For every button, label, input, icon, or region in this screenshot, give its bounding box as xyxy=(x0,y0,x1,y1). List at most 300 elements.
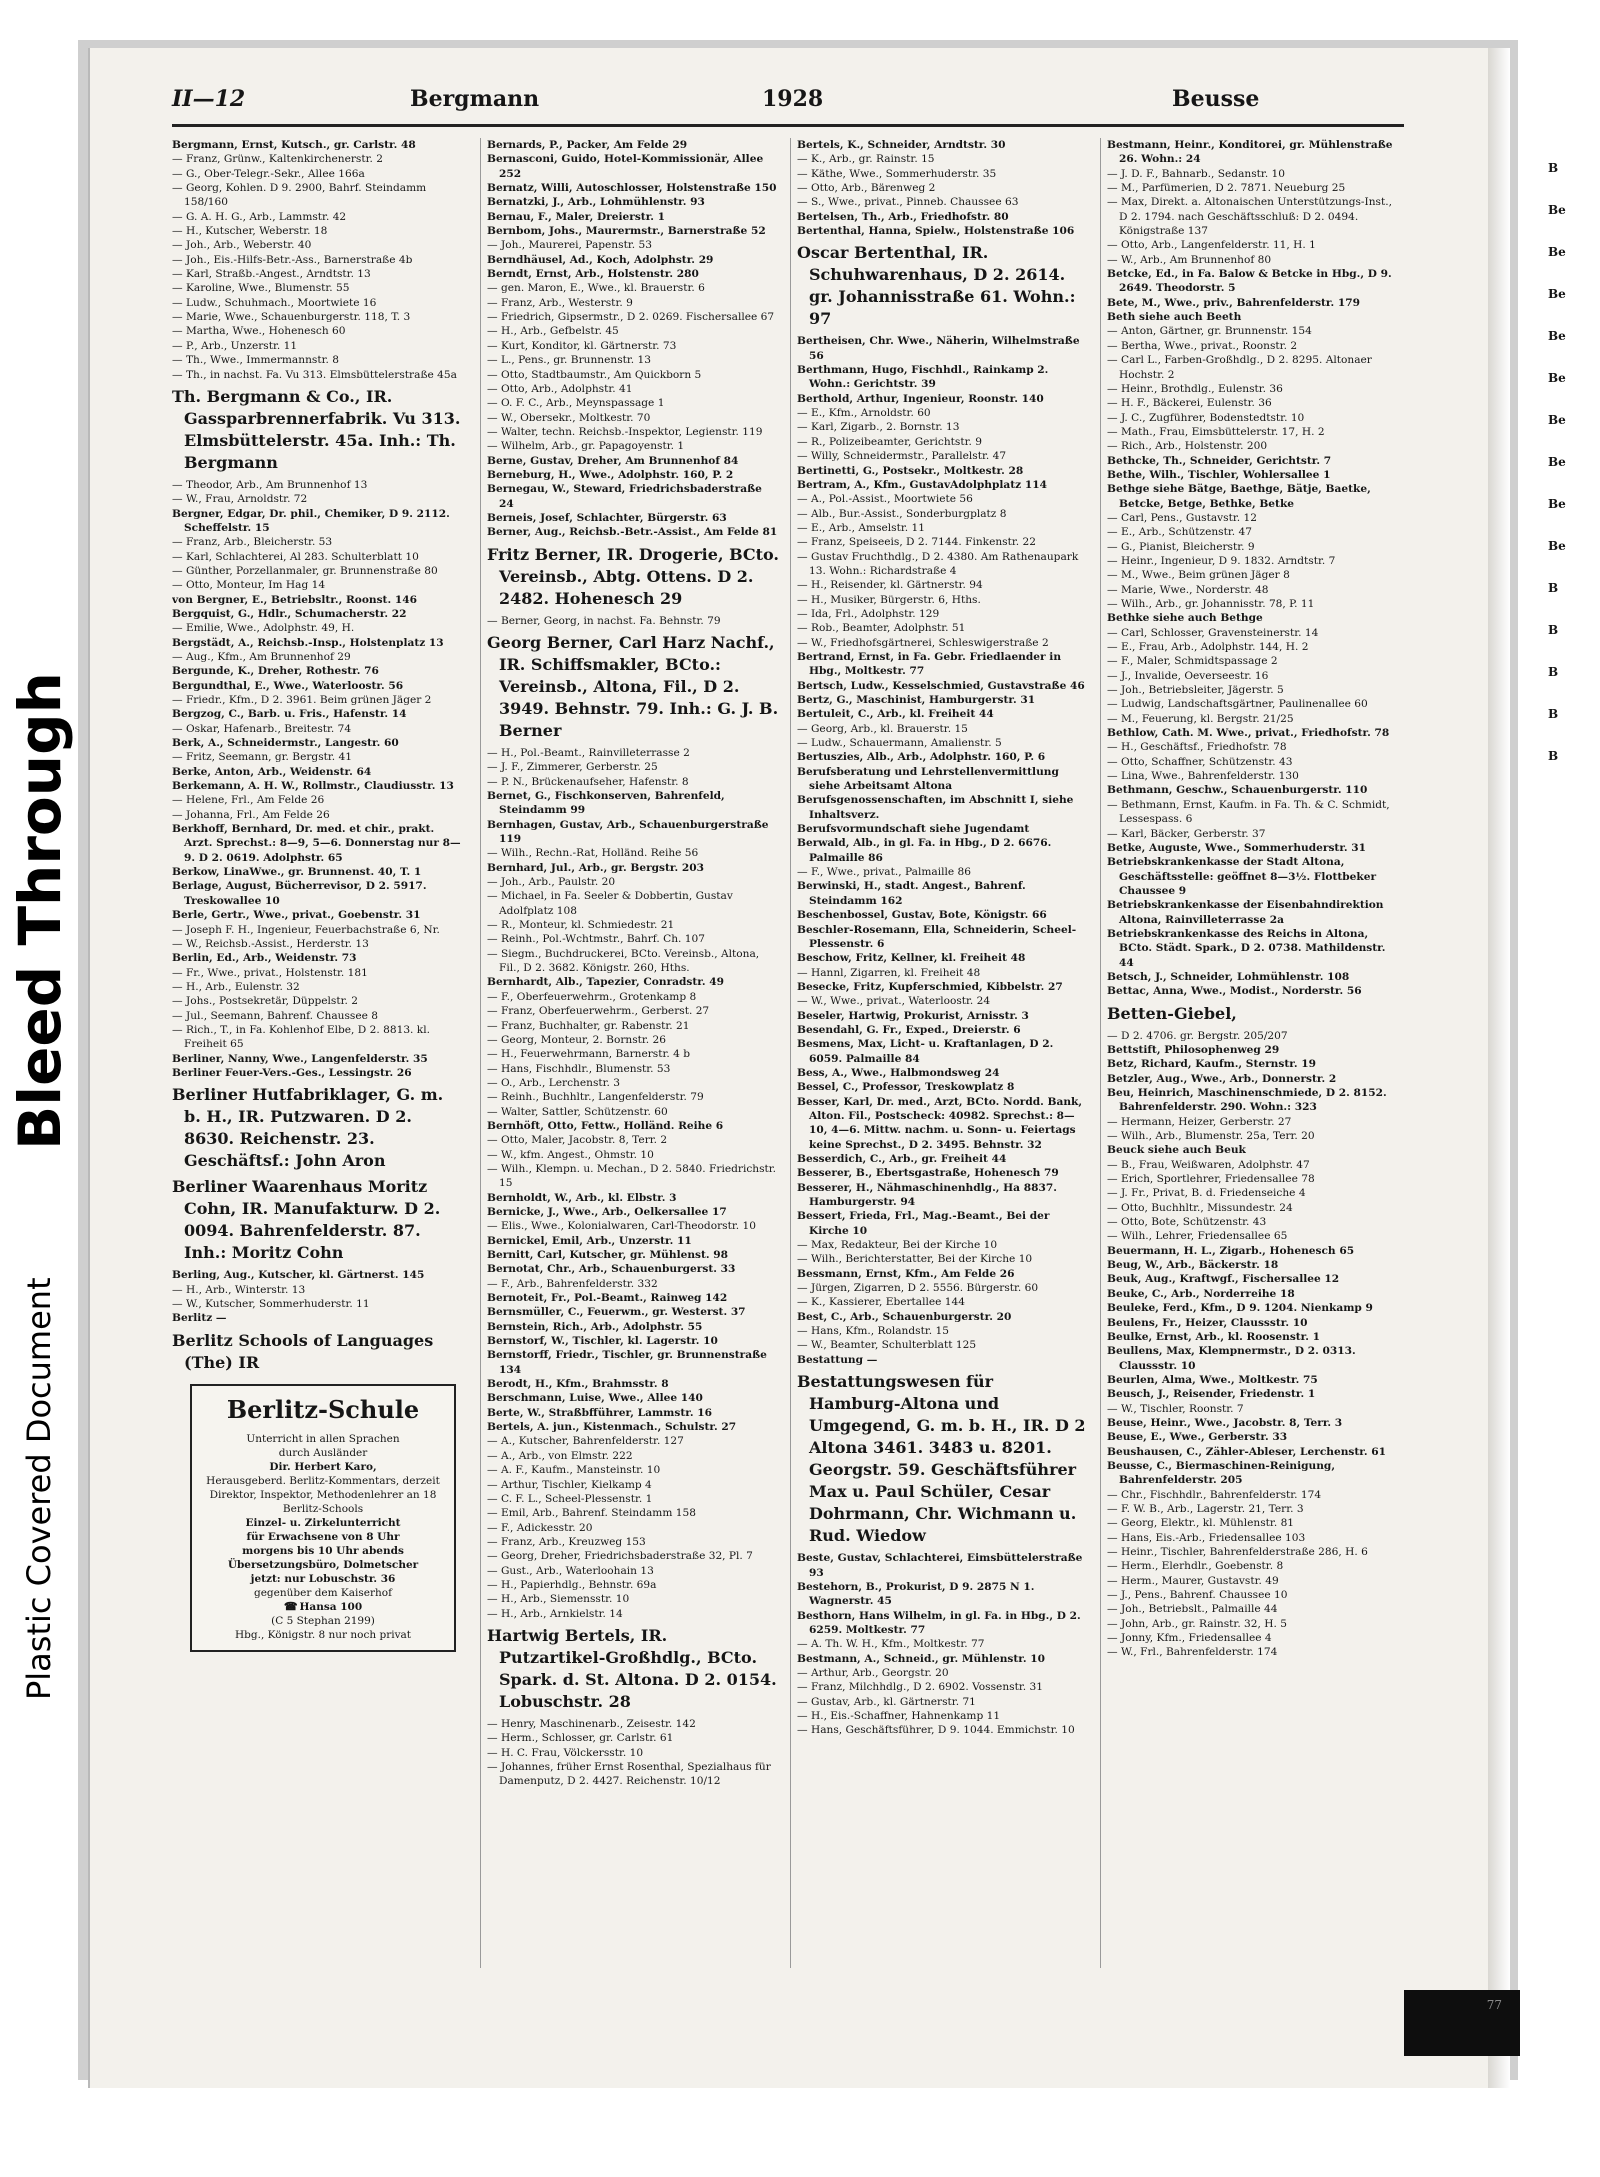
column-1 xyxy=(172,138,464,1968)
directory-entry: Bernbom, Johs., Maurermstr., Barnerstraße 52 xyxy=(487,225,766,238)
directory-entry: — Max, Direkt. a. Altonaischen Unterstützungs-Inst., D 2. 1794. nach Geschäftsschluß: D 2. 0494. Königstraße 137 xyxy=(1107,196,1392,238)
directory-entry: — Wilh., Klempn. u. Mechan., D 2. 5840. Friedrichstr. 15 xyxy=(487,1162,777,1190)
directory-entry: Bete, M., Wwe., priv., Bahrenfelderstr. 179 xyxy=(1107,296,1361,309)
directory-entry: Beuermann, H. L., Zigarb., Hohenesch 65 xyxy=(1107,1244,1355,1257)
directory-entry: Berufsvormundschaft siehe Jugendamt xyxy=(797,823,1030,836)
directory-entry: Bertram, A., Kfm., GustavAdolphplatz 114 xyxy=(797,478,1047,491)
adjacent-letter: Be xyxy=(1548,203,1566,217)
directory-entry: — Otto, Arb., Bärenweg 2 xyxy=(797,182,936,195)
directory-entry: Berndt, Ernst, Arb., Holstenstr. 280 xyxy=(487,268,699,281)
ad-line: (C 5 Stephan 2199) xyxy=(271,1614,375,1627)
directory-entry: Beuse, E., Wwe., Gerberstr. 33 xyxy=(1107,1431,1288,1444)
directory-entry: — Joh., Arb., Paulstr. 20 xyxy=(487,876,616,889)
directory-entry: — Johanna, Frl., Am Felde 26 xyxy=(172,808,330,821)
directory-entry: Bernegau, W., Steward, Friedrichsbaderstraße 24 xyxy=(487,483,762,510)
directory-entry: — H., Feuerwehrmann, Barnerstr. 4 b xyxy=(487,1048,691,1061)
directory-entry: — Karl, Bäcker, Gerberstr. 37 xyxy=(1107,827,1266,840)
directory-entry: Bethcke, Th., Schneider, Gerichtstr. 7 xyxy=(1107,454,1332,467)
directory-entry: Berodt, H., Kfm., Brahmsstr. 8 xyxy=(487,1378,669,1391)
directory-entry: — W., Tischler, Roonstr. 7 xyxy=(1107,1402,1244,1415)
header-year: 1928 xyxy=(762,86,824,112)
directory-entry: — Otto, Arb., Langenfelderstr. 11, H. 1 xyxy=(1107,239,1316,252)
directory-entry: Bethge siehe Bätge, Baethge, Bätje, Baetke, Betcke, Betge, Bethke, Betke xyxy=(1107,483,1371,510)
directory-entry: — Marie, Wwe., Norderstr. 48 xyxy=(1107,583,1269,596)
ad-line xyxy=(198,1600,448,1614)
directory-entry: Bernsmüller, C., Feuerwm., gr. Westerst. 37 xyxy=(487,1306,746,1319)
adjacent-letter: Be xyxy=(1548,371,1566,385)
directory-entry: — W., Obersekr., Moltkestr. 70 xyxy=(487,411,651,424)
directory-entry: — Otto, Schaffner, Schützenstr. 43 xyxy=(1107,755,1293,768)
adjacent-letter: B xyxy=(1548,581,1559,595)
directory-entry: — Ida, Frl., Adolphstr. 129 xyxy=(797,607,940,620)
column-3 xyxy=(790,138,1089,1968)
directory-entry: — Friedrich, Gipsermstr., D 2. 0269. Fischersallee 67 xyxy=(487,311,775,324)
directory-entry: — M., Wwe., Beim grünen Jäger 8 xyxy=(1107,569,1290,582)
directory-entry: — Wilh., Arb., Blumenstr. 25a, Terr. 20 xyxy=(1107,1130,1315,1143)
directory-entry: Berliner Feuer-Vers.-Ges., Lessingstr. 26 xyxy=(172,1066,412,1079)
firm-listing: Betten-Giebel, xyxy=(1107,1003,1237,1023)
directory-entry: — M., Parfümerien, D 2. 7871. Neueburg 25 xyxy=(1107,182,1346,195)
header-last-name: Beusse xyxy=(1172,86,1260,112)
directory-entry: — A., Pol.-Assist., Moortwiete 56 xyxy=(797,493,973,506)
directory-entry: — Georg, Monteur, 2. Bornstr. 26 xyxy=(487,1033,667,1046)
directory-entry: Berlin, Ed., Arb., Weidenstr. 73 xyxy=(172,952,357,965)
directory-entry: Besser, Karl, Dr. med., Arzt, BCto. Nordd. Bank, Alton. Fil., Postscheck: 40982. Sprechst.: 8—10, 4—6. Mittw. nachm. u. Sonn- u. Feiertags keine Sprechst., D 2. 3495. Behnstr. 32 xyxy=(797,1095,1083,1151)
directory-entry: Beseler, Hartwig, Prokurist, Arnisstr. 3 xyxy=(797,1009,1029,1022)
directory-entry: Bernau, F., Maler, Dreierstr. 1 xyxy=(487,210,666,223)
directory-entry: Bertelsen, Th., Arb., Friedhofstr. 80 xyxy=(797,210,1009,223)
directory-entry: Bertheisen, Chr. Wwe., Näherin, Wilhelmstraße 56 xyxy=(797,335,1080,362)
directory-entry: — Johs., Postsekretär, Düppelstr. 2 xyxy=(172,995,358,1008)
directory-entry: Bertuleit, C., Arb., kl. Freiheit 44 xyxy=(797,708,994,721)
directory-entry: Berwald, Alb., in gl. Fa. in Hbg., D 2. 6676. Palmaille 86 xyxy=(797,837,1052,864)
directory-entry: — Arthur, Tischler, Kielkamp 4 xyxy=(487,1478,652,1491)
adjacent-letter: Be xyxy=(1548,245,1566,259)
directory-entry: — Max, Redakteur, Bei der Kirche 10 xyxy=(797,1239,998,1252)
directory-entry: — Franz, Arb., Westerstr. 9 xyxy=(487,296,633,309)
directory-entry: Berne, Gustav, Dreher, Am Brunnenhof 84 xyxy=(487,454,739,467)
firm-listing: Fritz Berner, IR. Drogerie, BCto. Vereinsb., Abtg. Ottens. D 2. 2482. Hohenesch 29 xyxy=(487,544,779,608)
directory-entry: Berufsberatung und Lehrstellenvermittlung siehe Arbeitsamt Altona xyxy=(797,765,1059,793)
directory-entry: — Berner, Georg, in nachst. Fa. Behnstr. 79 xyxy=(487,614,721,627)
directory-entry: — Heinr., Brothdlg., Eulenstr. 36 xyxy=(1107,382,1283,395)
directory-entry: — Hans, Kfm., Rolandstr. 15 xyxy=(797,1325,949,1338)
directory-entry: — Emilie, Wwe., Adolphstr. 49, H. xyxy=(172,622,355,635)
directory-entry: — W., Friedhofsgärtnerei, Schleswigerstraße 2 xyxy=(797,636,1049,649)
directory-entry: — K., Kassierer, Ebertallee 144 xyxy=(797,1296,966,1309)
directory-entry: — Ludw., Schuhmach., Moortwiete 16 xyxy=(172,296,377,309)
directory-entry: Bettstift, Philosophenweg 29 xyxy=(1107,1043,1280,1056)
directory-entry: — H., Arb., Winterstr. 13 xyxy=(172,1283,306,1296)
directory-entry: — Wilh., Arb., gr. Johannisstr. 78, P. 11 xyxy=(1107,598,1315,610)
page-header xyxy=(172,84,1404,127)
directory-entry: Bernstorff, Friedr., Tischler, gr. Brunnenstraße 134 xyxy=(487,1349,767,1376)
directory-entry: — H., Kutscher, Weberstr. 18 xyxy=(172,225,328,238)
directory-entry: — Heinr., Ingenieur, D 9. 1832. Arndtstr. 7 xyxy=(1107,554,1336,567)
directory-entry: — Carl L., Farben-Großhdlg., D 2. 8295. Altonaer Hochstr. 2 xyxy=(1107,354,1372,381)
directory-entry: — Joh., Betriebsleiter, Jägerstr. 5 xyxy=(1107,684,1284,697)
directory-entry: — H., Arb., Arnkielstr. 14 xyxy=(487,1607,623,1620)
directory-entry: Bernicke, J., Wwe., Arb., Oelkersallee 17 xyxy=(487,1205,727,1218)
directory-entry: — Karl, Straßb.-Angest., Arndtstr. 13 xyxy=(172,268,371,281)
directory-entry: Betz, Richard, Kaufm., Sternstr. 19 xyxy=(1107,1058,1316,1071)
directory-entry: — Kurt, Konditor, kl. Gärtnerstr. 73 xyxy=(487,339,677,352)
directory-entry: — F., Oberfeuerwehrm., Grotenkamp 8 xyxy=(487,990,697,1003)
directory-entry: — W., Wwe., privat., Waterloostr. 24 xyxy=(797,995,991,1008)
directory-entry: — Michael, in Fa. Seeler & Dobbertin, Gustav Adolfplatz 108 xyxy=(487,890,733,917)
directory-entry: — J. C., Zugführer, Bodenstedtstr. 10 xyxy=(1107,411,1305,424)
directory-entry: Besendahl, G. Fr., Exped., Dreierstr. 6 xyxy=(797,1023,1021,1036)
bleed-through-label: Bleed Through xyxy=(6,672,74,1150)
directory-entry: Bertrand, Ernst, in Fa. Gebr. Friedlaender in Hbg., Moltkestr. 77 xyxy=(797,650,1062,678)
directory-entry: — A. F., Kaufm., Mansteinstr. 10 xyxy=(487,1464,661,1477)
directory-entry: Berle, Gertr., Wwe., privat., Goebenstr. 31 xyxy=(172,909,421,922)
directory-entry: Bernatzki, J., Arb., Lohmühlenstr. 93 xyxy=(487,196,705,209)
directory-entry: Besserer, B., Ebertsgastraße, Hohenesch 79 xyxy=(797,1167,1059,1180)
directory-entry: — A., Kutscher, Bahrenfelderstr. 127 xyxy=(487,1435,684,1448)
directory-entry: — Jonny, Kfm., Friedensallee 4 xyxy=(1107,1632,1272,1645)
directory-entry: Berthmann, Hugo, Fischhdl., Rainkamp 2. Wohn.: Gerichtstr. 39 xyxy=(797,364,1049,391)
directory-entry: Beschow, Fritz, Kellner, kl. Freiheit 48 xyxy=(797,952,1026,965)
corner-mark: 77 xyxy=(1486,1998,1502,2012)
directory-entry: Bernards, P., Packer, Am Felde 29 xyxy=(487,139,688,151)
directory-entry: Bertinetti, G., Postsekr., Moltkestr. 28 xyxy=(797,464,1024,477)
directory-entry: — H., Arb., Eulenstr. 32 xyxy=(172,980,300,993)
adjacent-letter: Be xyxy=(1548,287,1566,301)
directory-entry: Beulens, Fr., Heizer, Claussstr. 10 xyxy=(1107,1316,1308,1329)
directory-entry: — Jürgen, Zigarren, D 2. 5556. Bürgerstr. 60 xyxy=(797,1282,1039,1295)
directory-entry: — Wilh., Rechn.-Rat, Holländ. Reihe 56 xyxy=(487,847,699,860)
directory-entry: — Franz, Grünw., Kaltenkirchenerstr. 2 xyxy=(172,153,384,166)
directory-entry: — Marie, Wwe., Schauenburgerstr. 118, T. 3 xyxy=(172,311,411,324)
directory-entry: — J., Invalide, Oeverseestr. 16 xyxy=(1107,669,1269,682)
directory-entry: — C. F. L., Scheel-Plessenstr. 1 xyxy=(487,1492,653,1505)
directory-entry: Bernstorf, W., Tischler, kl. Lagerstr. 10 xyxy=(487,1335,718,1348)
directory-entry: — Hannl, Zigarren, kl. Freiheit 48 xyxy=(797,966,981,979)
directory-entry: Best, C., Arb., Schauenburgerstr. 20 xyxy=(797,1310,1012,1323)
directory-entry: Betsch, J., Schneider, Lohmühlenstr. 108 xyxy=(1107,970,1350,983)
directory-entry: Bergzog, C., Barb. u. Fris., Hafenstr. 14 xyxy=(172,708,407,721)
directory-entry: — Käthe, Wwe., Sommerhuderstr. 35 xyxy=(797,167,997,180)
directory-entry: Bessmann, Ernst, Kfm., Am Felde 26 xyxy=(797,1267,1015,1280)
directory-entry: — A. Th. W. H., Kfm., Moltkestr. 77 xyxy=(797,1638,985,1651)
directory-entry: Beullens, Max, Klempnermstr., D 2. 0313. Claussstr. 10 xyxy=(1107,1345,1356,1372)
directory-entry: Bernstein, Rich., Arb., Adolphstr. 55 xyxy=(487,1320,703,1333)
ad-title: Berlitz-Schule xyxy=(226,1394,420,1424)
directory-entry: Bernotat, Chr., Arb., Schauenburgerst. 33 xyxy=(487,1263,736,1276)
directory-entry: — Joh., Eis.-Hilfs-Betr.-Ass., Barnerstraße 4b xyxy=(172,253,413,266)
directory-entry: — F. W. B., Arb., Lagerstr. 21, Terr. 3 xyxy=(1107,1502,1304,1515)
directory-entry: — Hans, Eis.-Arb., Friedensallee 103 xyxy=(1107,1531,1306,1544)
directory-entry: — H., Arb., Gefbelstr. 45 xyxy=(487,325,619,338)
directory-entry: — Hermann, Heizer, Gerberstr. 27 xyxy=(1107,1115,1292,1128)
firm-listing: Oscar Bertenthal, IR. Schuhwarenhaus, D 2. 2614. gr. Johannisstraße 61. Wohn.: 97 xyxy=(797,243,1076,329)
directory-entry: Berufsgenossenschaften, im Abschnitt I, siehe Inhaltsverz. xyxy=(797,794,1074,821)
adjacent-letter: B xyxy=(1548,161,1559,175)
directory-entry: Bernhard, Jul., Arb., gr. Bergstr. 203 xyxy=(487,861,705,874)
directory-entry: — Martha, Wwe., Hohenesch 60 xyxy=(172,325,346,338)
directory-entry: — B., Frau, Weißwaren, Adolphstr. 47 xyxy=(1107,1158,1310,1171)
directory-entry: — Alb., Bur.-Assist., Sonderburgplatz 8 xyxy=(797,507,1007,520)
directory-entry: — Math., Frau, Eimsbüttelerstr. 17, H. 2 xyxy=(1107,425,1325,438)
ad-line: morgens bis 10 Uhr abends xyxy=(242,1544,404,1557)
directory-entry: Bertz, G., Maschinist, Hamburgerstr. 31 xyxy=(797,694,1036,706)
directory-entry: — Elis., Wwe., Kolonialwaren, Carl-Theodorstr. 10 xyxy=(487,1220,756,1233)
directory-entry: — H., Musiker, Bürgerstr. 6, Hths. xyxy=(797,593,981,606)
directory-entry: — Günther, Porzellanmaler, gr. Brunnenstraße 80 xyxy=(172,564,438,577)
firm-listing: Georg Berner, Carl Harz Nachf., IR. Schiffsmakler, BCto.: Vereinsb., Altona, Fil., D 2. 3949. Behnstr. 79. Inh.: G. J. B. Berner xyxy=(487,632,779,740)
firm-listing: Bestattungswesen für Hamburg-Altona und Umgegend, G. m. b. H., IR. D 2 Altona 3461. 3483 u. 8201. Georgstr. 59. Geschäftsführer Max u. Paul Schüler, Cesar Dohrmann, Chr. Wichmann u. Rud. Wiedow xyxy=(797,1372,1086,1546)
directory-entry: Bernasconi, Guido, Hotel-Kommissionär, Allee 252 xyxy=(487,153,764,180)
directory-entry: Besecke, Fritz, Kupferschmied, Kibbelstr. 27 xyxy=(797,980,1063,993)
directory-entry: — K., Arb., gr. Rainstr. 15 xyxy=(797,153,935,166)
directory-entry: Betzler, Aug., Wwe., Arb., Donnerstr. 2 xyxy=(1107,1072,1337,1085)
directory-entry: Beug, W., Arb., Bäckerstr. 18 xyxy=(1107,1259,1279,1272)
directory-entry: — W., Kutscher, Sommerhuderstr. 11 xyxy=(172,1297,370,1310)
adjacent-letter: B xyxy=(1548,665,1559,679)
directory-entry: — John, Arb., gr. Rainstr. 32, H. 5 xyxy=(1107,1617,1287,1630)
directory-entry: — Herm., Maurer, Gustavstr. 49 xyxy=(1107,1574,1279,1587)
directory-entry: — G. A. H. G., Arb., Lammstr. 42 xyxy=(172,210,347,223)
directory-entry: — O. F. C., Arb., Meynspassage 1 xyxy=(487,397,665,410)
directory-entry: — Jul., Seemann, Bahrenf. Chaussee 8 xyxy=(172,1009,379,1022)
directory-entry: Berlitz — xyxy=(172,1312,227,1325)
directory-entry: — Georg, Kohlen. D 9. 2900, Bahrf. Steindamm 158/160 xyxy=(172,182,427,209)
directory-entry: — H., Reisender, kl. Gärtnerstr. 94 xyxy=(797,579,983,592)
directory-entry: — Ludwig, Landschaftsgärtner, Paulinenallee 60 xyxy=(1107,698,1368,711)
directory-entry: — Georg, Elektr., kl. Mühlenstr. 81 xyxy=(1107,1517,1295,1530)
directory-entry: — Aug., Kfm., Am Brunnenhof 29 xyxy=(172,650,351,663)
directory-entry: — Th., in nachst. Fa. Vu 313. Elmsbüttelerstraße 45a xyxy=(172,368,457,381)
directory-entry: — E., Frau, Arb., Adolphstr. 144, H. 2 xyxy=(1107,641,1309,654)
directory-entry: Bernhöft, Otto, Fettw., Holländ. Reihe 6 xyxy=(487,1119,724,1132)
directory-entry: — Carl, Pens., Gustavstr. 12 xyxy=(1107,511,1257,524)
directory-entry: — Otto, Arb., Adolphstr. 41 xyxy=(487,382,633,395)
directory-entry: Bertsch, Ludw., Kesselschmied, Gustavstraße 46 xyxy=(797,679,1085,692)
directory-entry: Bergner, Edgar, Dr. phil., Chemiker, D 9. 2112. Scheffelstr. 15 xyxy=(172,507,450,534)
adjacent-letter: Be xyxy=(1548,413,1566,427)
directory-entry: — M., Feuerung, kl. Bergstr. 21/25 xyxy=(1107,712,1294,725)
directory-entry: — Franz, Arb., Kreuzweg 153 xyxy=(487,1535,646,1548)
directory-entry: — J. F., Zimmerer, Gerberstr. 25 xyxy=(487,761,658,774)
directory-entry: Berke, Anton, Arb., Weidenstr. 64 xyxy=(172,765,372,778)
directory-entry: — Friedr., Kfm., D 2. 3961. Beim grünen Jäger 2 xyxy=(172,694,432,706)
directory-entry: — Franz, Oberfeuerwehrm., Gerberst. 27 xyxy=(487,1005,710,1018)
directory-entry: — Wilh., Berichterstatter, Bei der Kirche 10 xyxy=(797,1253,1033,1266)
ad-line: jetzt: nur Lobuschstr. 36 xyxy=(250,1572,396,1585)
directory-entry: Beurlen, Alma, Wwe., Moltkestr. 75 xyxy=(1107,1373,1318,1386)
directory-entry: Bernet, G., Fischkonserven, Bahrenfeld, Steindamm 99 xyxy=(487,790,725,817)
directory-entry: Bernatz, Willi, Autoschlosser, Holstenstraße 150 xyxy=(487,182,777,195)
directory-entry: Bernickel, Emil, Arb., Unzerstr. 11 xyxy=(487,1234,692,1247)
directory-entry: — Franz, Arb., Bleicherstr. 53 xyxy=(172,536,333,549)
directory-entry: — Joseph F. H., Ingenieur, Feuerbachstraße 6, Nr. xyxy=(172,923,440,936)
directory-entry: — Joh., Betriebslt., Palmaille 44 xyxy=(1107,1603,1278,1616)
directory-entry: Beuk, Aug., Kraftwgf., Fischersallee 12 xyxy=(1107,1273,1340,1286)
directory-entry: Betriebskrankenkasse der Eisenbahndirektion Altona, Rainvilleterrasse 2a xyxy=(1107,899,1384,926)
directory-entry: Betriebskrankenkasse der Stadt Altona, Geschäftsstelle: geöffnet 8—3½. Flottbeker Chaussee 9 xyxy=(1107,856,1377,897)
directory-entry: — F., Wwe., privat., Palmaille 86 xyxy=(797,866,971,879)
directory-entry: Bergmann, Ernst, Kutsch., gr. Carlstr. 48 xyxy=(172,139,416,151)
directory-entry: Beusch, J., Reisender, Friedenstr. 1 xyxy=(1107,1388,1316,1401)
ad-line: durch Ausländer xyxy=(278,1446,368,1459)
directory-entry: — R., Monteur, kl. Schmiedestr. 21 xyxy=(487,919,675,932)
directory-entry: — Heinr., Tischler, Bahrenfelderstraße 286, H. 6 xyxy=(1107,1546,1368,1558)
header-first-name: Bergmann xyxy=(410,86,540,112)
directory-entry: — Bethmann, Ernst, Kaufm. in Fa. Th. & C. Schmidt, Lessespass. 6 xyxy=(1107,798,1390,826)
directory-entry: — Hans, Geschäftsführer, D 9. 1044. Emmichstr. 10 xyxy=(797,1724,1075,1737)
directory-entry: — Oskar, Hafenarb., Breitestr. 74 xyxy=(172,722,352,735)
ad-line: Hbg., Königstr. 8 nur noch privat xyxy=(235,1628,411,1641)
directory-entry: — Karl, Schlachterei, Al 283. Schulterblatt 10 xyxy=(172,550,419,563)
directory-entry: — L., Pens., gr. Brunnenstr. 13 xyxy=(487,354,652,367)
directory-entry: — Reinh., Pol.-Wchtmstr., Bahrf. Ch. 107 xyxy=(487,933,705,946)
directory-entry: — W., Reichsb.-Assist., Herderstr. 13 xyxy=(172,937,369,950)
adjacent-letter: B xyxy=(1548,623,1559,637)
directory-entry: — Siegm., Buchdruckerei, BCto. Vereinsb., Altona, Fil., D 2. 3682. Königstr. 260, Hths. xyxy=(487,947,760,975)
directory-entry: Bess, A., Wwe., Halbmondsweg 24 xyxy=(797,1066,1000,1079)
directory-entry: — J. Fr., Privat, B. d. Friedenseiche 4 xyxy=(1107,1187,1306,1200)
directory-entry: Bettac, Anna, Wwe., Modist., Norderstr. 56 xyxy=(1107,985,1362,998)
directory-entry: — H., Papierhdlg., Behnstr. 69a xyxy=(487,1578,657,1591)
directory-entry: Berndhäusel, Ad., Koch, Adolphstr. 29 xyxy=(487,253,714,266)
directory-entry: — G., Pianist, Bleicherstr. 9 xyxy=(1107,540,1255,553)
directory-entry: — Georg, Arb., kl. Brauerstr. 15 xyxy=(797,722,968,735)
directory-entry: — Otto, Maler, Jacobstr. 8, Terr. 2 xyxy=(487,1134,668,1147)
directory-entry: Beuck siehe auch Beuk xyxy=(1107,1144,1246,1157)
directory-entry: — D 2. 4706. gr. Bergstr. 205/207 xyxy=(1107,1029,1288,1042)
directory-entry: — H., Eis.-Schaffner, Hahnenkamp 11 xyxy=(797,1709,1001,1722)
directory-entry: Betke, Auguste, Wwe., Sommerhuderstr. 31 xyxy=(1107,841,1367,854)
directory-entry: — P. N., Brückenaufseher, Hafenstr. 8 xyxy=(487,775,689,788)
directory-entry: — Karl, Zigarb., 2. Bornstr. 13 xyxy=(797,421,960,434)
ad-line: Herausgeberd. Berlitz-Kommentars, derzeit Direktor, Inspektor, Methodenlehrer an 18 Berlitz-Schools xyxy=(206,1474,440,1515)
directory-entry: — Rich., Arb., Holstenstr. 200 xyxy=(1107,440,1268,453)
directory-entry: Besserdich, C., Arb., gr. Freiheit 44 xyxy=(797,1153,1007,1165)
directory-entry: Berneburg, H., Wwe., Adolphstr. 160, P. 2 xyxy=(487,468,734,481)
directory-entry: Beushausen, C., Zähler-Ableser, Lerchenstr. 61 xyxy=(1107,1445,1386,1458)
directory-entry: — gen. Maron, E., Wwe., kl. Brauerstr. 6 xyxy=(487,282,705,295)
directory-entry: Betriebskrankenkasse des Reichs in Altona, BCto. Städt. Spark., D 2. 0738. Mathildenstr. 44 xyxy=(1107,927,1386,969)
adjacent-letter: Be xyxy=(1548,539,1566,553)
directory-entry: — A., Arb., von Elmstr. 222 xyxy=(487,1449,633,1462)
directory-entry: Beuse, Heinr., Wwe., Jacobstr. 8, Terr. 3 xyxy=(1107,1416,1343,1429)
directory-entry: — Herm., Schlosser, gr. Carlstr. 61 xyxy=(487,1732,674,1745)
directory-entry: — Helene, Frl., Am Felde 26 xyxy=(172,794,325,807)
directory-entry: Besserer, H., Nähmaschinenhdlg., Ha 8837. Hamburgerstr. 94 xyxy=(797,1181,1057,1209)
directory-entry: Beuleke, Ferd., Kfm., D 9. 1204. Nienkamp 9 xyxy=(1107,1302,1373,1315)
directory-entry: Bertenthal, Hanna, Spielw., Holstenstraße 106 xyxy=(797,225,1075,238)
directory-entry: Bethe, Wilh., Tischler, Wohlersallee 1 xyxy=(1107,468,1331,481)
directory-entry: — E., Kfm., Arnoldstr. 60 xyxy=(797,407,931,420)
directory-entry: Bergquist, G., Hdlr., Schumacherstr. 22 xyxy=(172,607,407,620)
directory-entry: Berthold, Arthur, Ingenieur, Roonstr. 140 xyxy=(797,392,1044,405)
directory-entry: — Wilh., Lehrer, Friedensallee 65 xyxy=(1107,1230,1288,1243)
directory-entry: Beuke, C., Arb., Norderreihe 18 xyxy=(1107,1287,1295,1300)
directory-entry: — F., Adickesstr. 20 xyxy=(487,1521,593,1534)
directory-entry: Bessel, C., Professor, Treskowplatz 8 xyxy=(797,1081,1015,1094)
directory-entry: Berk, A., Schneidermstr., Langestr. 60 xyxy=(172,737,399,750)
directory-entry: — Herm., Elerhdlr., Goebenstr. 8 xyxy=(1107,1560,1284,1573)
directory-entry: Beth siehe auch Beeth xyxy=(1107,311,1242,324)
directory-entry: — Carl, Schlosser, Gravensteinerstr. 14 xyxy=(1107,626,1319,639)
directory-entry: Bernholdt, W., Arb., kl. Elbstr. 3 xyxy=(487,1191,677,1204)
directory-entry: Berneis, Josef, Schlachter, Bürgerstr. 63 xyxy=(487,511,727,524)
directory-entry: — H., Arb., Siemensstr. 10 xyxy=(487,1593,630,1606)
directory-entry: Besthorn, Hans Wilhelm, in gl. Fa. in Hbg., D 2. 6259. Moltkestr. 77 xyxy=(797,1609,1081,1636)
directory-entry: — Franz, Speiseeis, D 2. 7144. Finkenstr. 22 xyxy=(797,536,1036,549)
directory-entry: — Franz, Milchhdlg., D 2. 6902. Vossenstr. 31 xyxy=(797,1681,1043,1694)
directory-entry: Beschenbossel, Gustav, Bote, Königstr. 66 xyxy=(797,909,1047,922)
directory-entry: — Anton, Gärtner, gr. Brunnenstr. 154 xyxy=(1107,325,1312,338)
directory-entry: — Karoline, Wwe., Blumenstr. 55 xyxy=(172,282,350,295)
column-4 xyxy=(1100,138,1399,1968)
firm-listing: Berliner Waarenhaus Moritz Cohn, IR. Manufakturw. D 2. 0094. Bahrenfelderstr. 87. Inh.: Moritz Cohn xyxy=(172,1177,441,1263)
directory-entry: Berkow, LinaWwe., gr. Brunnenst. 40, T. 1 xyxy=(172,866,422,879)
firm-listing: Berlitz Schools of Languages (The) IR xyxy=(172,1330,434,1372)
directory-entry: Berliner, Nanny, Wwe., Langenfelderstr. 35 xyxy=(172,1052,428,1065)
directory-entry: — Bertha, Wwe., privat., Roonstr. 2 xyxy=(1107,339,1298,352)
adjacent-letter: Be xyxy=(1548,329,1566,343)
directory-entry: — Otto, Bote, Schützenstr. 43 xyxy=(1107,1216,1267,1229)
directory-entry: Besmens, Max, Licht- u. Kraftanlagen, D 2. 6059. Palmaille 84 xyxy=(797,1038,1054,1065)
directory-entry: — W., Arb., Am Brunnenhof 80 xyxy=(1107,253,1272,266)
ad-line: für Erwachsene von 8 Uhr xyxy=(246,1530,400,1543)
directory-entry: — Arthur, Arb., Georgstr. 20 xyxy=(797,1666,949,1679)
directory-entry: — O., Arb., Lerchenstr. 3 xyxy=(487,1076,621,1089)
page-number: II—12 xyxy=(172,86,246,112)
firm-listing: Th. Bergmann & Co., IR. Gassparbrennerfabrik. Vu 313. Elmsbüttelerstr. 45a. Inh.: Th. Bergmann xyxy=(172,386,461,472)
corner-block xyxy=(1404,1990,1520,2056)
directory-entry: — Otto, Stadtbaumstr., Am Quickborn 5 xyxy=(487,368,702,381)
directory-entry: — Georg, Dreher, Friedrichsbaderstraße 32, Pl. 7 xyxy=(487,1550,753,1563)
directory-entry: — Rob., Beamter, Adolphstr. 51 xyxy=(797,622,966,635)
directory-entry: — H. C. Frau, Völckersstr. 10 xyxy=(487,1746,644,1759)
directory-entry: — Emil, Arb., Bahrenf. Steindamm 158 xyxy=(487,1507,696,1520)
adjacent-letter: Be xyxy=(1548,455,1566,469)
firm-listing: Berliner Hutfabriklager, G. m. b. H., IR. Putzwaren. D 2. 8630. Reichenstr. 23. Geschäftsf.: John Aron xyxy=(172,1085,444,1171)
directory-entry: — Johannes, früher Ernst Rosenthal, Spezialhaus für Damenputz, D 2. 4427. Reichenstr. 10/12 xyxy=(487,1760,771,1788)
directory-entry: — G., Ober-Telegr.-Sekr., Allee 166a xyxy=(172,167,365,180)
directory-entry: — J., Pens., Bahrenf. Chaussee 10 xyxy=(1107,1589,1288,1602)
directory-entry: — S., Wwe., privat., Pinneb. Chaussee 63 xyxy=(797,196,1019,209)
directory-entry: Bergunde, K., Dreher, Rothestr. 76 xyxy=(172,665,379,678)
ad-phone: Hansa 100 xyxy=(299,1600,363,1613)
directory-entry: — Fr., Wwe., privat., Holstenstr. 181 xyxy=(172,966,368,979)
directory-entry: — F., Maler, Schmidtspassage 2 xyxy=(1107,655,1278,668)
directory-entry: Bestattung — xyxy=(797,1353,878,1366)
directory-entry: Berschmann, Luise, Wwe., Allee 140 xyxy=(487,1392,703,1405)
directory-entry: — Lina, Wwe., Bahrenfelderstr. 130 xyxy=(1107,770,1299,783)
directory-entry: Berner, Aug., Reichsb.-Betr.-Assist., Am Felde 81 xyxy=(487,526,778,539)
directory-entry: Bethke siehe auch Bethge xyxy=(1107,612,1263,625)
directory-entry: — Walter, techn. Reichsb.-Inspektor, Legienstr. 119 xyxy=(487,425,763,438)
directory-entry: — Rich., T., in Fa. Kohlenhof Elbe, D 2. 8813. kl. Freiheit 65 xyxy=(172,1023,430,1051)
directory-entry: — H., Geschäftsf., Friedhofstr. 78 xyxy=(1107,741,1287,754)
adjacent-letter: B xyxy=(1548,707,1559,721)
directory-entry: — W., kfm. Angest., Ohmstr. 10 xyxy=(487,1148,654,1161)
directory-entry: — Gustav Fruchthdlg., D 2. 4380. Am Rathenaupark 13. Wohn.: Richardstraße 4 xyxy=(797,550,1079,577)
directory-entry: Bethmann, Geschw., Schauenburgerstr. 110 xyxy=(1107,784,1368,797)
directory-entry: — Gust., Arb., Waterloohain 13 xyxy=(487,1564,654,1577)
directory-entry: Betcke, Ed., in Fa. Balow & Betcke in Hbg., D 9. 2649. Theodorstr. 5 xyxy=(1107,268,1392,295)
directory-entry: — J. D. F., Bahnarb., Sedanstr. 10 xyxy=(1107,167,1286,180)
directory-entry: — Franz, Buchhalter, gr. Rabenstr. 21 xyxy=(487,1019,690,1032)
directory-entry: Beu, Heinrich, Maschinenschmiede, D 2. 8152. Bahrenfelderstr. 290. Wohn.: 323 xyxy=(1107,1087,1387,1114)
directory-entry: — Chr., Fischhdlr., Bahrenfelderstr. 174 xyxy=(1107,1488,1322,1501)
directory-entry: Berling, Aug., Kutscher, kl. Gärtnerst. 145 xyxy=(172,1269,425,1282)
directory-entry: Berwinski, H., stadt. Angest., Bahrenf. Steindamm 162 xyxy=(797,880,1026,907)
